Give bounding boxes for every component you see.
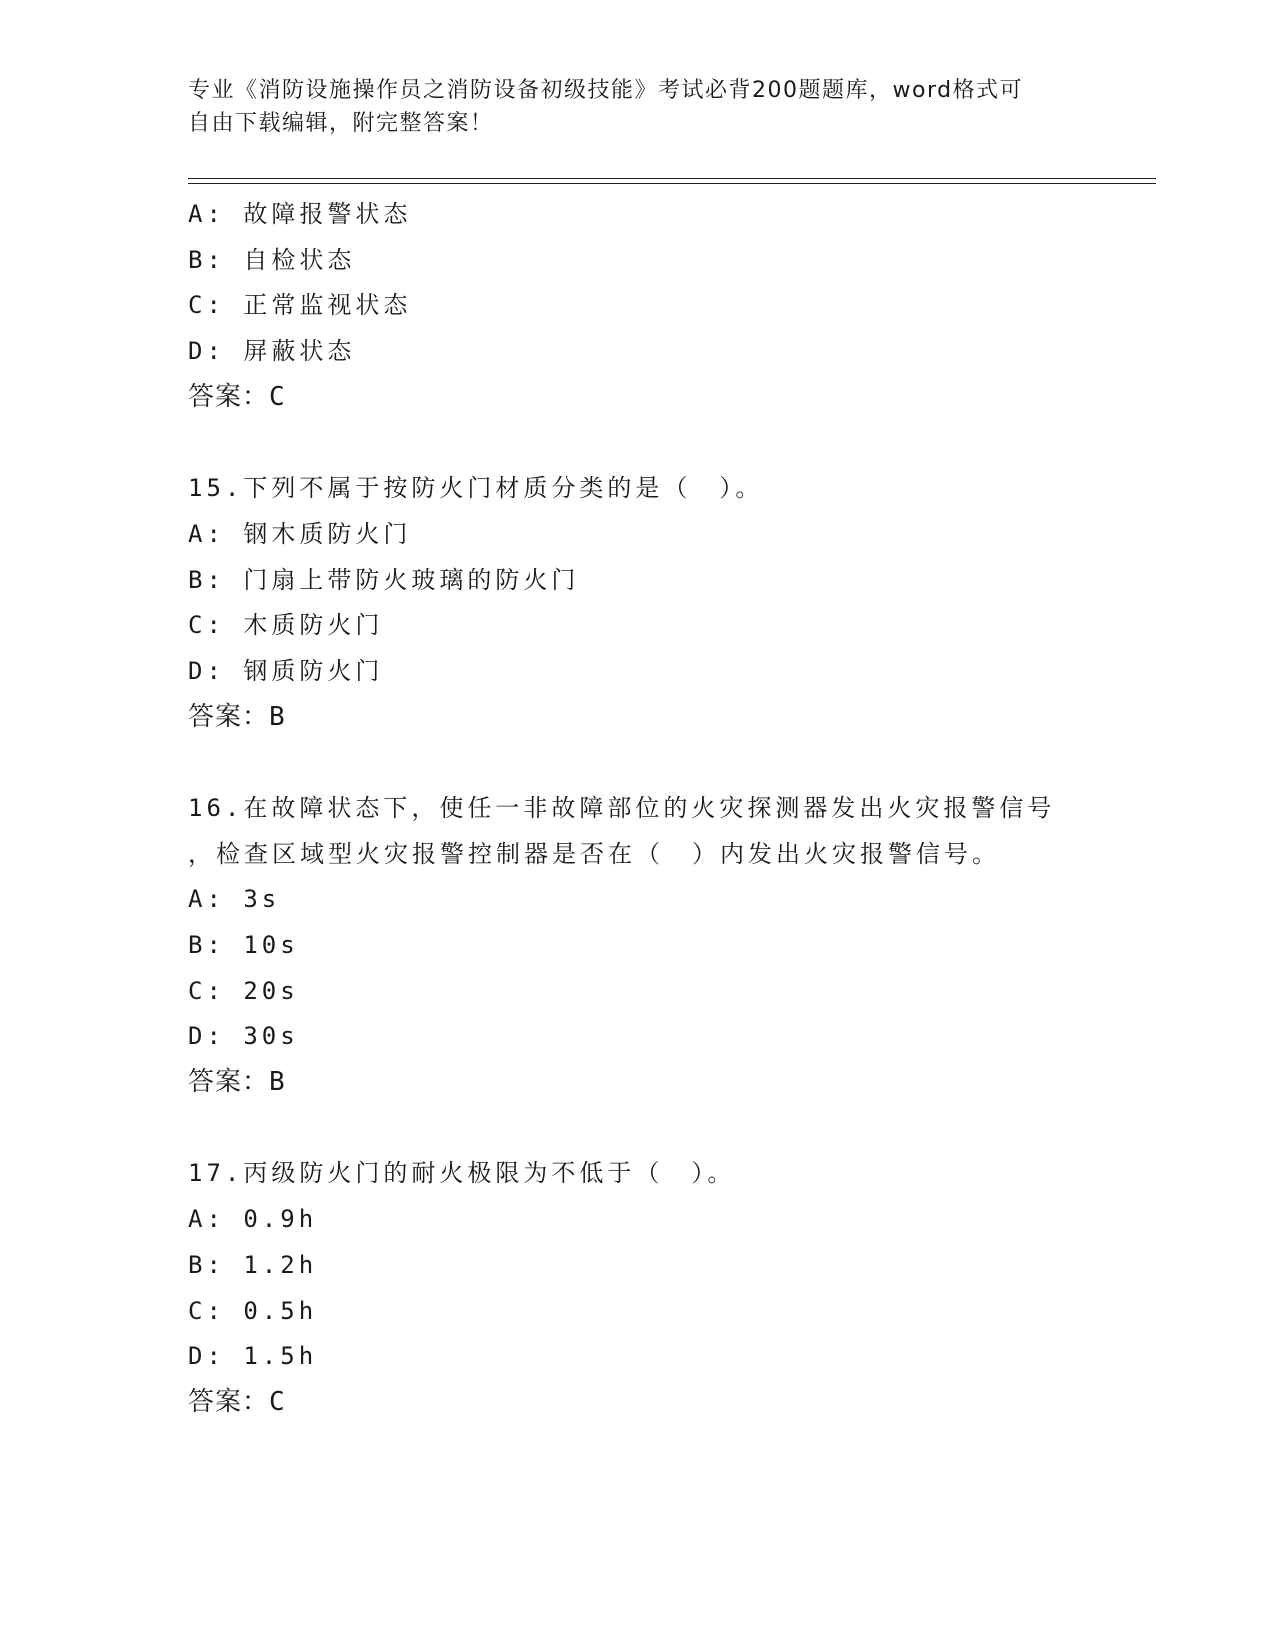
question-block-17 xyxy=(188,1151,1156,1425)
option-b: B: 1.2h xyxy=(188,1250,318,1279)
spacer xyxy=(188,1106,1156,1152)
option-d: D: 30s xyxy=(188,1022,299,1051)
option-d: D: 屏蔽状态 xyxy=(188,337,356,366)
question-stem: 17.丙级防火门的耐火极限为不低于（ ）。 xyxy=(188,1159,736,1188)
question-content xyxy=(188,192,1156,1426)
answer-line xyxy=(188,695,1156,741)
question-stem-line-2: ，检查区域型火灾报警控制器是否在（ ）内发出火灾报警信号。 xyxy=(188,839,1000,868)
spacer xyxy=(188,420,1156,466)
header-divider-top xyxy=(188,178,1156,179)
answer-label: 答案： xyxy=(188,1067,270,1098)
option-d: D: 1.5h xyxy=(188,1342,318,1371)
answer-value: B xyxy=(269,701,286,732)
option-a: A: 故障报警状态 xyxy=(188,200,412,228)
answer-value: C xyxy=(269,381,286,412)
answer-label: 答案： xyxy=(188,381,270,412)
question-block-15 xyxy=(188,466,1156,740)
question-stem: 15.下列不属于按防火门材质分类的是（ ）。 xyxy=(188,474,764,503)
option-c: C: 正常监视状态 xyxy=(188,291,412,320)
question-stem-line-1: 16.在故障状态下，使任一非故障部位的火灾探测器发出火灾报警信号 xyxy=(188,793,1056,822)
option-a: A: 3s xyxy=(188,885,281,914)
question-block-16 xyxy=(188,786,1156,1106)
question-block-14 xyxy=(188,192,1156,420)
answer-label: 答案： xyxy=(188,1386,270,1417)
option-c: C: 20s xyxy=(188,976,299,1005)
option-d: D: 钢质防火门 xyxy=(188,656,384,685)
answer-line xyxy=(188,375,1156,421)
option-b: B: 门扇上带防火玻璃的防火门 xyxy=(188,565,580,594)
spacer xyxy=(188,740,1156,786)
header-line-1: 专业《消防设施操作员之消防设备初级技能》考试必背200题题库，word格式可 xyxy=(188,78,1024,103)
option-a: A: 钢木质防火门 xyxy=(188,519,412,548)
answer-line xyxy=(188,1060,1156,1106)
header-divider-bottom xyxy=(188,183,1156,184)
option-b: B: 自检状态 xyxy=(188,245,356,274)
answer-value: C xyxy=(269,1386,286,1417)
answer-value: B xyxy=(269,1067,286,1098)
header-line-2: 自由下载编辑，附完整答案！ xyxy=(188,111,494,136)
option-a: A: 0.9h xyxy=(188,1205,318,1234)
answer-line xyxy=(188,1380,1156,1426)
option-c: C: 0.5h xyxy=(188,1296,318,1325)
option-c: C: 木质防火门 xyxy=(188,611,384,640)
answer-label: 答案： xyxy=(188,701,270,732)
document-header xyxy=(188,74,1068,140)
option-b: B: 10s xyxy=(188,931,299,959)
